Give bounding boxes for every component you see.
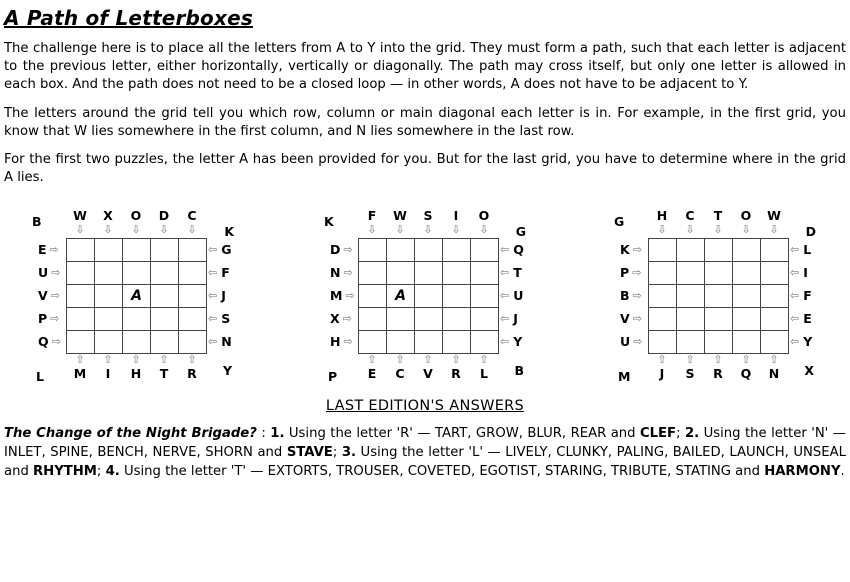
grid-row xyxy=(359,284,499,307)
arrow-right-icon: ⇨ xyxy=(632,242,642,256)
top-letters xyxy=(358,208,498,223)
answer-bold-word: STAVE xyxy=(286,444,333,460)
grid-cell[interactable] xyxy=(179,284,207,307)
grid-cell[interactable] xyxy=(359,307,387,330)
grid-cell[interactable] xyxy=(151,261,179,284)
answer-trailing: ; xyxy=(96,463,102,479)
grid-cell[interactable] xyxy=(95,238,123,261)
top-letter: W xyxy=(393,207,407,223)
top-letter: F xyxy=(367,207,377,223)
right-letter: J xyxy=(221,287,226,303)
grid-row xyxy=(649,284,789,307)
arrow-right-icon: ⇨ xyxy=(49,242,59,256)
answer-bold-word: CLEF xyxy=(639,425,677,441)
corner-label-top-left: K xyxy=(324,213,334,229)
arrow-down-icon: ⇩ xyxy=(423,222,433,236)
intro-paragraph-3: For the first two puzzles, the letter A has been provided for you. But for the last grid, you have to determine where in the grid A lies. xyxy=(4,152,846,186)
grid-cell[interactable] xyxy=(761,307,789,330)
page-title: A Path of Letterboxes xyxy=(4,6,253,30)
arrow-up-icon: ⇧ xyxy=(187,352,197,366)
arrow-up-icon: ⇧ xyxy=(395,352,405,366)
corner-label-bottom-right: X xyxy=(804,362,814,378)
grid-cell[interactable] xyxy=(677,330,705,353)
top-letter: S xyxy=(423,207,433,223)
arrow-up-icon: ⇧ xyxy=(75,352,85,366)
grid-row xyxy=(67,238,207,261)
arrow-left-icon: ⇦ xyxy=(208,242,218,256)
grid-cell[interactable] xyxy=(179,238,207,261)
grid-row xyxy=(359,307,499,330)
grid-cell[interactable] xyxy=(705,330,733,353)
grid-cell[interactable] xyxy=(95,261,123,284)
arrow-down-icon: ⇩ xyxy=(451,222,461,236)
grid-cell[interactable] xyxy=(415,261,443,284)
grid-row xyxy=(649,330,789,353)
grid-cell[interactable] xyxy=(67,238,95,261)
grid-cell[interactable] xyxy=(733,284,761,307)
grid-cell[interactable] xyxy=(123,261,151,284)
bottom-letter: J xyxy=(659,365,665,381)
grid-cell[interactable] xyxy=(67,330,95,353)
arrow-right-icon: ⇨ xyxy=(632,288,642,302)
right-letter: U xyxy=(513,287,524,303)
bottom-letter: M xyxy=(73,365,87,381)
grid-cell[interactable] xyxy=(387,330,415,353)
top-letters xyxy=(648,208,788,223)
arrow-left-icon: ⇦ xyxy=(500,288,510,302)
left-letter: P xyxy=(38,310,48,326)
grid-cell[interactable] xyxy=(705,284,733,307)
left-letter: E xyxy=(38,241,47,257)
left-letter: X xyxy=(330,310,340,326)
bottom-letter: R xyxy=(187,365,197,381)
grid-cell-prefilled: A xyxy=(123,284,151,307)
puzzle-grid-3 xyxy=(612,206,818,386)
grid-cell[interactable] xyxy=(95,307,123,330)
answer-bold-word: HARMONY xyxy=(764,463,841,479)
bottom-letter: L xyxy=(480,365,488,381)
arrow-left-icon: ⇦ xyxy=(500,265,510,279)
arrow-right-icon: ⇨ xyxy=(51,265,61,279)
arrow-left-icon: ⇦ xyxy=(790,265,800,279)
arrow-up-icon: ⇧ xyxy=(741,352,751,366)
answers-separator: : xyxy=(261,425,266,441)
grid-cell[interactable] xyxy=(179,330,207,353)
arrow-down-icon: ⇩ xyxy=(769,222,779,236)
corner-label-top-right: K xyxy=(224,223,234,239)
bottom-letters xyxy=(66,366,206,381)
arrow-down-icon: ⇩ xyxy=(479,222,489,236)
grid-cell[interactable] xyxy=(359,284,387,307)
page xyxy=(0,6,850,582)
grid-cell[interactable] xyxy=(415,307,443,330)
bottom-letter: V xyxy=(423,365,433,381)
grid-cell[interactable] xyxy=(649,238,677,261)
corner-label-top-left: B xyxy=(32,213,42,229)
grid-cell[interactable] xyxy=(649,307,677,330)
arrow-up-icon: ⇧ xyxy=(713,352,723,366)
grid-cell[interactable] xyxy=(733,307,761,330)
left-letter: Q xyxy=(38,333,49,349)
corner-label-bottom-left: P xyxy=(328,368,338,384)
arrow-left-icon: ⇦ xyxy=(500,242,510,256)
right-letter: S xyxy=(221,310,231,326)
left-letters xyxy=(620,238,648,353)
grid-cell[interactable] xyxy=(387,238,415,261)
corner-label-bottom-right: Y xyxy=(222,362,232,378)
left-letter: H xyxy=(330,333,341,349)
grid-row xyxy=(67,330,207,353)
bottom-letter: N xyxy=(768,365,780,381)
right-letter: Y xyxy=(513,333,523,349)
left-letter: P xyxy=(620,264,630,280)
arrow-left-icon: ⇦ xyxy=(790,334,800,348)
grid-cell[interactable] xyxy=(761,330,789,353)
puzzle-grid-1 xyxy=(30,206,236,386)
grid-cell[interactable] xyxy=(733,330,761,353)
grid-cell[interactable] xyxy=(471,307,499,330)
grid-cell[interactable] xyxy=(649,261,677,284)
left-letter: M xyxy=(330,287,343,303)
bottom-letter: R xyxy=(451,365,461,381)
bottom-letter: I xyxy=(105,365,111,381)
letter-grid[interactable] xyxy=(648,238,789,354)
grid-cell[interactable] xyxy=(471,284,499,307)
puzzles-row xyxy=(0,206,850,386)
top-letter: C xyxy=(685,207,695,223)
right-letters xyxy=(208,238,238,353)
arrow-left-icon: ⇦ xyxy=(790,288,800,302)
grid-row xyxy=(359,330,499,353)
grid-row xyxy=(649,307,789,330)
arrow-up-icon: ⇧ xyxy=(657,352,667,366)
top-arrows xyxy=(648,224,788,235)
top-letter: C xyxy=(187,207,197,223)
arrow-up-icon: ⇧ xyxy=(367,352,377,366)
arrow-right-icon: ⇨ xyxy=(632,311,642,325)
grid-cell[interactable] xyxy=(123,330,151,353)
grid-cell[interactable] xyxy=(415,284,443,307)
grid-cell[interactable] xyxy=(471,330,499,353)
grid-cell[interactable] xyxy=(387,261,415,284)
right-letter: Q xyxy=(513,241,524,257)
grid-cell[interactable] xyxy=(649,284,677,307)
bottom-arrows xyxy=(648,354,788,365)
arrow-up-icon: ⇧ xyxy=(131,352,141,366)
bottom-letter: S xyxy=(685,365,695,381)
grid-cell[interactable] xyxy=(67,261,95,284)
grid-cell[interactable] xyxy=(179,307,207,330)
arrow-down-icon: ⇩ xyxy=(131,222,141,236)
arrow-right-icon: ⇨ xyxy=(343,334,353,348)
answer-text: Using the letter 'T' — EXTORTS, TROUSER, COVETED, EGOTIST, STARING, TRIBUTE, STATING and xyxy=(123,463,765,479)
answer-number: 4. xyxy=(105,463,120,479)
left-letter: N xyxy=(330,264,341,280)
bottom-arrows xyxy=(66,354,206,365)
left-letter: K xyxy=(620,241,630,257)
grid-cell[interactable] xyxy=(705,261,733,284)
grid-cell[interactable] xyxy=(677,261,705,284)
grid-cell[interactable] xyxy=(677,307,705,330)
top-letter: X xyxy=(103,207,113,223)
arrow-left-icon: ⇦ xyxy=(208,265,218,279)
grid-cell[interactable] xyxy=(443,330,471,353)
corner-label-top-left: G xyxy=(614,213,625,229)
arrow-left-icon: ⇦ xyxy=(500,311,510,325)
right-letter: G xyxy=(221,241,232,257)
arrow-down-icon: ⇩ xyxy=(367,222,377,236)
grid-cell-prefilled: A xyxy=(387,284,415,307)
corner-label-bottom-left: L xyxy=(36,368,44,384)
puzzle-grid-2 xyxy=(322,206,528,386)
grid-cell[interactable] xyxy=(677,284,705,307)
arrow-right-icon: ⇨ xyxy=(633,334,643,348)
grid-row xyxy=(359,261,499,284)
arrow-right-icon: ⇨ xyxy=(345,288,355,302)
bottom-letters xyxy=(648,366,788,381)
grid-cell[interactable] xyxy=(705,238,733,261)
grid-cell[interactable] xyxy=(761,261,789,284)
left-letter: D xyxy=(330,241,341,257)
left-letter: V xyxy=(620,310,630,326)
right-letter: Y xyxy=(803,333,813,349)
top-arrows xyxy=(358,224,498,235)
arrow-up-icon: ⇧ xyxy=(769,352,779,366)
grid-cell[interactable] xyxy=(359,330,387,353)
corner-label-top-right: G xyxy=(515,223,526,239)
arrow-down-icon: ⇩ xyxy=(187,222,197,236)
corner-label-bottom-right: B xyxy=(514,362,524,378)
grid-row xyxy=(649,238,789,261)
arrow-down-icon: ⇩ xyxy=(713,222,723,236)
bottom-letter: Q xyxy=(740,365,752,381)
arrow-down-icon: ⇩ xyxy=(395,222,405,236)
left-letter: V xyxy=(38,287,48,303)
arrow-down-icon: ⇩ xyxy=(741,222,751,236)
answer-text: Using the letter 'L' — LIVELY, CLUNKY, PALING, BAILED, LAUNCH, UNSEAL and xyxy=(4,444,846,479)
arrow-left-icon: ⇦ xyxy=(500,334,510,348)
grid-cell[interactable] xyxy=(95,284,123,307)
grid-cell[interactable] xyxy=(471,261,499,284)
bottom-letter: E xyxy=(367,365,377,381)
arrow-right-icon: ⇨ xyxy=(632,265,642,279)
top-letters xyxy=(66,208,206,223)
grid-cell[interactable] xyxy=(95,330,123,353)
corner-label-bottom-left: M xyxy=(618,368,631,384)
arrow-up-icon: ⇧ xyxy=(423,352,433,366)
top-letter: O xyxy=(130,207,142,223)
grid-cell[interactable] xyxy=(151,307,179,330)
arrow-right-icon: ⇨ xyxy=(50,311,60,325)
grid-cell[interactable] xyxy=(443,307,471,330)
grid-cell[interactable] xyxy=(415,238,443,261)
letter-grid[interactable] xyxy=(358,238,499,354)
answer-text: Using the letter 'N' — INLET, SPINE, BENCH, NERVE, SHORN and xyxy=(4,425,846,460)
right-letter: E xyxy=(803,310,812,326)
arrow-up-icon: ⇧ xyxy=(451,352,461,366)
grid-cell[interactable] xyxy=(733,261,761,284)
left-letter: B xyxy=(620,287,630,303)
arrow-left-icon: ⇦ xyxy=(208,311,218,325)
right-letter: J xyxy=(513,310,518,326)
right-letters xyxy=(500,238,530,353)
left-letters xyxy=(330,238,358,353)
bottom-letter: C xyxy=(395,365,405,381)
bottom-letter: R xyxy=(713,365,723,381)
grid-cell[interactable] xyxy=(179,261,207,284)
arrow-up-icon: ⇧ xyxy=(479,352,489,366)
arrow-left-icon: ⇦ xyxy=(790,311,800,325)
left-letters xyxy=(38,238,66,353)
grid-cell[interactable] xyxy=(761,284,789,307)
answers-body xyxy=(4,424,846,481)
grid-row xyxy=(649,261,789,284)
bottom-arrows xyxy=(358,354,498,365)
grid-cell[interactable] xyxy=(415,330,443,353)
arrow-left-icon: ⇦ xyxy=(208,334,218,348)
answer-trailing: ; xyxy=(676,425,681,441)
intro-paragraph-2: The letters around the grid tell you which row, column or main diagonal each letter is in. For example, in the first grid, you know that W lies somewhere in the first column, and N lies somewhere in the last row. xyxy=(4,105,846,139)
right-letters xyxy=(790,238,820,353)
grid-cell[interactable] xyxy=(67,307,95,330)
grid-cell[interactable] xyxy=(443,261,471,284)
bottom-letters xyxy=(358,366,498,381)
arrow-right-icon: ⇨ xyxy=(343,242,353,256)
top-letter: W xyxy=(767,207,781,223)
bottom-letter: T xyxy=(159,365,169,381)
arrow-down-icon: ⇩ xyxy=(159,222,169,236)
arrow-up-icon: ⇧ xyxy=(685,352,695,366)
arrow-left-icon: ⇦ xyxy=(790,242,800,256)
grid-cell[interactable] xyxy=(151,330,179,353)
top-arrows xyxy=(66,224,206,235)
right-letter: L xyxy=(803,241,812,257)
left-letter: U xyxy=(620,333,631,349)
top-letter: T xyxy=(713,207,723,223)
grid-row xyxy=(359,238,499,261)
answer-trailing: ; xyxy=(332,444,338,460)
grid-cell[interactable] xyxy=(677,238,705,261)
grid-row xyxy=(67,284,207,307)
arrow-right-icon: ⇨ xyxy=(50,288,60,302)
grid-cell[interactable] xyxy=(705,307,733,330)
grid-cell[interactable] xyxy=(151,238,179,261)
grid-cell[interactable] xyxy=(387,307,415,330)
arrow-up-icon: ⇧ xyxy=(159,352,169,366)
top-letter: W xyxy=(73,207,87,223)
answers-puzzle-name: The Change of the Night Brigade? xyxy=(4,425,257,441)
answer-number: 1. xyxy=(270,425,285,441)
right-letter: F xyxy=(221,264,230,280)
arrow-right-icon: ⇨ xyxy=(342,311,352,325)
grid-cell[interactable] xyxy=(123,307,151,330)
grid-cell[interactable] xyxy=(443,284,471,307)
top-letter: I xyxy=(453,207,459,223)
bottom-letter: H xyxy=(130,365,142,381)
arrow-up-icon: ⇧ xyxy=(103,352,113,366)
answer-number: 2. xyxy=(684,425,700,441)
arrow-right-icon: ⇨ xyxy=(51,334,61,348)
top-letter: O xyxy=(478,207,490,223)
intro-paragraph-1: The challenge here is to place all the letters from A to Y into the grid. They must form a path, such that each letter is adjacent to the previous letter, either horizontally, vertically or diagonally. The path may cross itself, but only one letter is allowed in each box. And the path does not need to be a closed loop — in other words, A does not have to be adjacent to Y. xyxy=(4,41,846,93)
top-letter: D xyxy=(158,207,170,223)
arrow-right-icon: ⇨ xyxy=(343,265,353,279)
grid-cell[interactable] xyxy=(359,261,387,284)
right-letter: N xyxy=(221,333,232,349)
grid-cell[interactable] xyxy=(123,238,151,261)
top-letter: H xyxy=(656,207,668,223)
answer-text: Using the letter 'R' — TART, GROW, BLUR, REAR and xyxy=(288,425,640,441)
grid-row xyxy=(67,307,207,330)
right-letter: F xyxy=(803,287,812,303)
corner-label-top-right: D xyxy=(805,223,816,239)
grid-cell[interactable] xyxy=(151,284,179,307)
grid-cell[interactable] xyxy=(67,284,95,307)
grid-cell[interactable] xyxy=(649,330,677,353)
grid-cell[interactable] xyxy=(733,238,761,261)
arrow-down-icon: ⇩ xyxy=(657,222,667,236)
right-letter: I xyxy=(803,264,808,280)
top-letter: O xyxy=(740,207,752,223)
arrow-down-icon: ⇩ xyxy=(685,222,695,236)
letter-grid[interactable] xyxy=(66,238,207,354)
grid-cell[interactable] xyxy=(761,238,789,261)
answer-number: 3. xyxy=(341,444,356,460)
answers-heading: LAST EDITION'S ANSWERS xyxy=(325,397,525,414)
grid-row xyxy=(67,261,207,284)
answer-trailing: . xyxy=(840,463,845,479)
grid-cell[interactable] xyxy=(359,238,387,261)
left-letter: U xyxy=(38,264,49,280)
grid-cell[interactable] xyxy=(443,238,471,261)
arrow-down-icon: ⇩ xyxy=(75,222,85,236)
arrow-down-icon: ⇩ xyxy=(103,222,113,236)
grid-cell[interactable] xyxy=(471,238,499,261)
answer-bold-word: RHYTHM xyxy=(33,463,97,479)
arrow-left-icon: ⇦ xyxy=(208,288,218,302)
right-letter: T xyxy=(513,264,522,280)
